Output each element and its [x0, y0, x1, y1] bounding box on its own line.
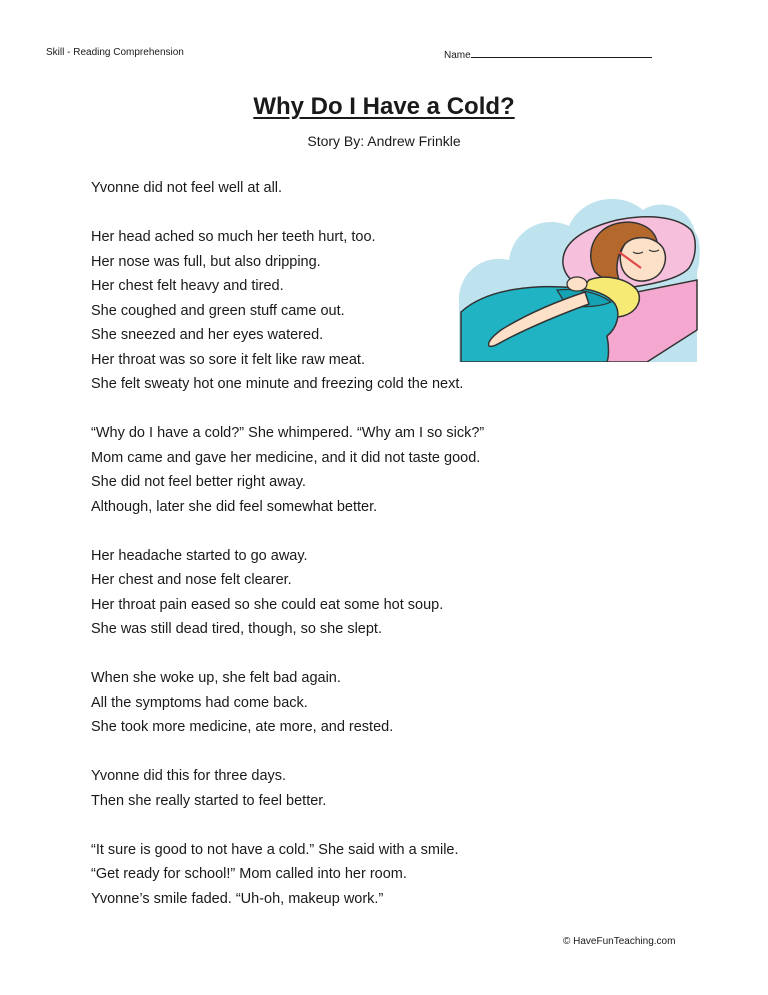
story-line: Yvonne did not feel well at all. — [91, 180, 283, 196]
skill-label: Skill - Reading Comprehension — [46, 47, 184, 58]
story-paragraph — [91, 764, 691, 813]
story-line: Her throat pain eased so she could eat some hot soup. — [91, 596, 444, 613]
name-field[interactable] — [444, 47, 652, 61]
story-line: Her chest felt heavy and tired. — [91, 278, 284, 294]
story-line: Her head ached so much her teeth hurt, too. — [91, 229, 376, 245]
story-line: Yvonne’s smile faded. “Uh-oh, makeup work.” — [91, 890, 384, 907]
worksheet-title: Why Do I Have a Cold? — [253, 93, 515, 120]
copyright-footer: © HaveFunTeaching.com — [563, 936, 676, 947]
story-paragraph — [91, 666, 691, 740]
story-line: “Get ready for school!” Mom called into her room. — [91, 866, 407, 882]
story-line: When she woke up, she felt bad again. — [91, 670, 341, 686]
story-line: “It sure is good to not have a cold.” She said with a smile. — [91, 841, 459, 858]
story-line: Her throat was so sore it felt like raw meat. — [91, 351, 365, 368]
story-line: All the symptoms had come back. — [91, 694, 308, 711]
sick-girl-in-bed-illustration — [457, 180, 701, 362]
name-label: Name — [444, 50, 471, 61]
story-line: She felt sweaty hot one minute and freezing cold the next. — [91, 376, 464, 392]
story-paragraph — [91, 421, 691, 519]
story-line: She coughed and green stuff came out. — [91, 302, 345, 319]
story-line: “Why do I have a cold?” She whimpered. “Why am I so sick?” — [91, 425, 485, 441]
story-line: Her nose was full, but also dripping. — [91, 253, 321, 270]
story-line: Then she really started to feel better. — [91, 792, 327, 809]
story-paragraph — [91, 544, 691, 642]
story-line: Yvonne did this for three days. — [91, 768, 287, 784]
name-blank-line[interactable] — [471, 47, 652, 58]
story-line: She was still dead tired, though, so she slept. — [91, 621, 382, 637]
story-paragraph — [91, 838, 691, 912]
hand — [567, 277, 587, 291]
face — [620, 238, 665, 281]
story-line: Mom came and gave her medicine, and it did not taste good. — [91, 449, 481, 466]
story-line: Her chest and nose felt clearer. — [91, 572, 292, 588]
story-line: She sneezed and her eyes watered. — [91, 327, 324, 343]
story-line: Although, later she did feel somewhat better. — [91, 498, 378, 515]
story-byline: Story By: Andrew Frinkle — [307, 133, 461, 149]
story-line: She took more medicine, ate more, and rested. — [91, 719, 394, 735]
story-line: Her headache started to go away. — [91, 547, 308, 564]
story-line: She did not feel better right away. — [91, 474, 306, 490]
